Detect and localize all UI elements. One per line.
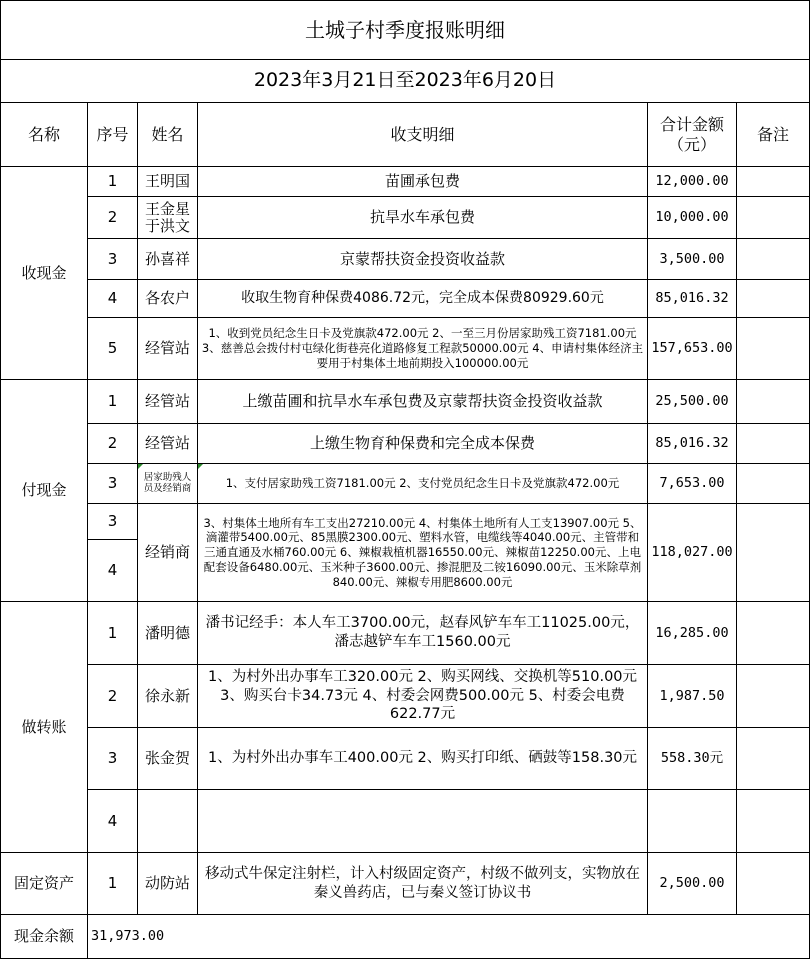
row-detail: 1、支付居家助残工资7181.00元 2、支付党员纪念生日卡及党旗款472.00元 [198, 464, 648, 504]
row-amount: 16,285.00 [648, 602, 737, 665]
table-row [1, 167, 810, 197]
row-seq: 2 [88, 665, 138, 728]
balance-value: 31,973.00 [88, 915, 810, 959]
row-name [138, 790, 198, 853]
header-amount: 合计金额（元） [648, 103, 737, 167]
table-row [1, 280, 810, 318]
row-detail: 上缴苗圃和抗旱水车承包费及京蒙帮扶资金投资收益款 [198, 380, 648, 424]
row-detail: 潘书记经手：本人车工3700.00元，赵春风铲车车工11025.00元，潘志越铲车车工1560.00元 [198, 602, 648, 665]
row-amount: 2,500.00 [648, 853, 737, 915]
row-seq: 2 [88, 424, 138, 464]
row-remark [737, 665, 810, 728]
header-name: 姓名 [138, 103, 198, 167]
balance-label: 现金余额 [1, 915, 88, 959]
table-row [1, 197, 810, 239]
row-seq: 3 [88, 728, 138, 790]
row-name: 王金星于洪文 [138, 197, 198, 239]
table-row [1, 504, 810, 540]
row-remark [737, 197, 810, 239]
row-name: 经管站 [138, 380, 198, 424]
row-remark [737, 602, 810, 665]
balance-row [1, 915, 810, 959]
row-amount: 12,000.00 [648, 167, 737, 197]
table-row [1, 464, 810, 504]
table-row [1, 665, 810, 728]
row-remark [737, 853, 810, 915]
row-amount: 558.30元 [648, 728, 737, 790]
row-name: 孙喜祥 [138, 239, 198, 280]
row-detail: 京蒙帮扶资金投资收益款 [198, 239, 648, 280]
row-seq: 4 [88, 540, 138, 602]
row-seq: 3 [88, 504, 138, 540]
row-detail: 抗旱水车承包费 [198, 197, 648, 239]
row-detail: 上缴生物育种保费和完全成本保费 [198, 424, 648, 464]
row-seq: 4 [88, 790, 138, 853]
row-remark [737, 380, 810, 424]
row-seq: 5 [88, 318, 138, 380]
row-name: 经销商 [138, 504, 198, 602]
row-detail: 1、为村外出办事车工320.00元 2、购买网线、交换机等510.00元 3、购买台卡34.73元 4、村委会网费500.00元 5、村委会电费622.77元 [198, 665, 648, 728]
row-seq: 3 [88, 239, 138, 280]
row-amount: 7,653.00 [648, 464, 737, 504]
header-remark: 备注 [737, 103, 810, 167]
row-detail [198, 790, 648, 853]
row-detail: 1、为村外出办事车工400.00元 2、购买打印纸、硒鼓等158.30元 [198, 728, 648, 790]
row-detail: 3、村集体土地所有车工支出27210.00元 4、村集体土地所有人工支13907.00元 5、滴灌带5400.00元、85黑膜2300.00元、塑料水管，电缆线等4040.00元、主管带和三通直通及水桶760.00元 6、辣椒栽植机器16550.00元、辣椒苗12250.00元、上电配套设备6480.00元、玉米种子3600.00元、掺混肥及二铵16090.00元、玉米除草剂840.00元、辣椒专用肥8600.00元 [198, 504, 648, 602]
row-amount: 85,016.32 [648, 280, 737, 318]
row-remark [737, 728, 810, 790]
row-remark [737, 280, 810, 318]
row-name: 居家助残人员及经销商 [138, 464, 198, 504]
row-name: 各农户 [138, 280, 198, 318]
row-remark [737, 504, 810, 602]
row-name: 张金贺 [138, 728, 198, 790]
row-detail: 移动式牛保定注射栏，计入村级固定资产，村级不做列支，实物放在秦义兽药店，已与秦义签订协议书 [198, 853, 648, 915]
row-seq: 1 [88, 167, 138, 197]
row-amount: 1,987.50 [648, 665, 737, 728]
table-row [1, 318, 810, 380]
row-amount: 25,500.00 [648, 380, 737, 424]
row-detail: 1、收到党员纪念生日卡及党旗款472.00元 2、一至三月份居家助残工资7181.00元 3、慈善总会拨付村屯绿化街巷亮化道路修复工程款50000.00元 4、申请村集体经济主要用于村集体土地前期投入100000.00元 [198, 318, 648, 380]
row-name: 经管站 [138, 318, 198, 380]
row-seq: 1 [88, 853, 138, 915]
row-name: 经管站 [138, 424, 198, 464]
row-remark [737, 424, 810, 464]
row-remark [737, 239, 810, 280]
table-row [1, 853, 810, 915]
section-label-cash-in: 收现金 [1, 167, 88, 380]
table-row [1, 424, 810, 464]
table-row [1, 602, 810, 665]
row-remark [737, 464, 810, 504]
table-row [1, 790, 810, 853]
section-label-cash-out: 付现金 [1, 380, 88, 602]
row-name: 徐永新 [138, 665, 198, 728]
row-seq: 3 [88, 464, 138, 504]
row-seq: 1 [88, 380, 138, 424]
row-amount: 157,653.00 [648, 318, 737, 380]
header-row [1, 103, 810, 167]
section-label-transfer: 做转账 [1, 602, 88, 853]
report-title: 土城子村季度报账明细 [1, 1, 810, 60]
row-name: 潘明德 [138, 602, 198, 665]
row-amount: 118,027.00 [648, 504, 737, 602]
header-detail: 收支明细 [198, 103, 648, 167]
row-detail: 收取生物育种保费4086.72元，完全成本保费80929.60元 [198, 280, 648, 318]
row-remark [737, 790, 810, 853]
row-amount: 85,016.32 [648, 424, 737, 464]
section-label-fixed-assets: 固定资产 [1, 853, 88, 915]
row-remark [737, 167, 810, 197]
row-seq: 2 [88, 197, 138, 239]
row-amount: 10,000.00 [648, 197, 737, 239]
header-category: 名称 [1, 103, 88, 167]
row-name: 王明国 [138, 167, 198, 197]
table-row [1, 728, 810, 790]
report-period: 2023年3月21日至2023年6月20日 [1, 60, 810, 103]
table-row [1, 380, 810, 424]
row-name: 动防站 [138, 853, 198, 915]
table-row [1, 239, 810, 280]
row-remark [737, 318, 810, 380]
row-amount: 3,500.00 [648, 239, 737, 280]
header-seq: 序号 [88, 103, 138, 167]
row-seq: 1 [88, 602, 138, 665]
row-amount [648, 790, 737, 853]
row-detail: 苗圃承包费 [198, 167, 648, 197]
row-seq: 4 [88, 280, 138, 318]
